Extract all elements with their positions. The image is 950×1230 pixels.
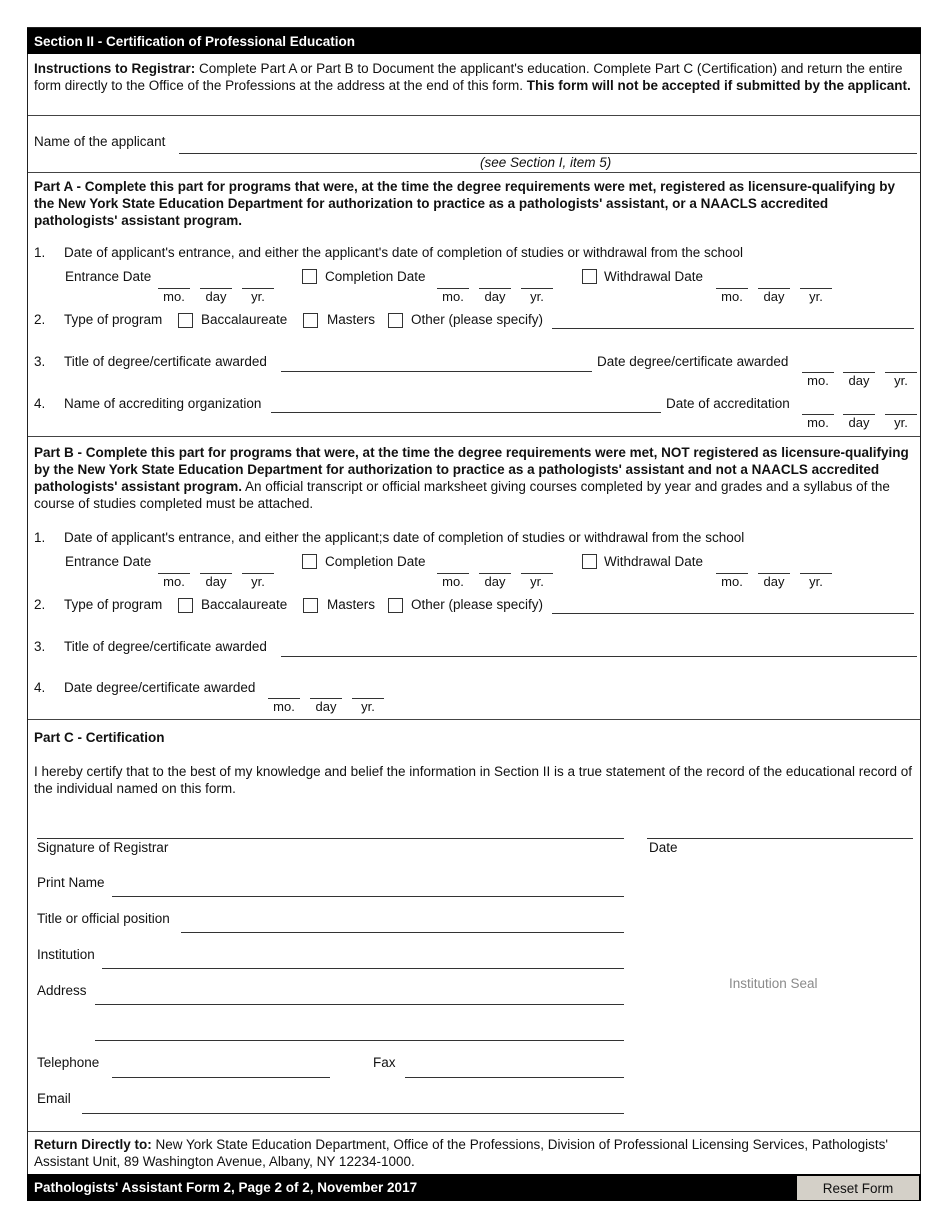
part-b-other-label: Other (please specify) xyxy=(411,597,544,612)
instructions xyxy=(34,60,914,94)
part-a-accreditation-month[interactable]: mo. xyxy=(802,414,834,430)
address-label: Address xyxy=(37,983,87,998)
part-a-completion-checkbox[interactable] xyxy=(302,269,317,284)
part-b-title-label: Title of degree/certificate awarded xyxy=(64,639,267,654)
part-a-date-accreditation-label: Date of accreditation xyxy=(666,396,790,411)
part-a-withdrawal-checkbox[interactable] xyxy=(582,269,597,284)
part-a-date-awarded-label: Date degree/certificate awarded xyxy=(597,354,789,369)
part-b-title-field[interactable] xyxy=(281,656,917,657)
part-b-other-specify-field[interactable] xyxy=(552,613,914,614)
address-field-line1[interactable] xyxy=(95,1004,624,1005)
instructions-text: Complete Part A or Part B to Document the applicant's education. Complete Part C (Certification) and return the entire form directly to the Office of the Professions at the address at the end of this form. xyxy=(34,61,903,93)
divider xyxy=(28,1131,920,1132)
part-a-heading: Part A - Complete this part for programs that were, at the time the degree requirements were met, registered as licensure-qualifying by the New York State Education Department for authorization to practice as a pathologists' assistant, or a NAACLS accredited pathologists' assistant program. xyxy=(34,179,895,228)
signature-field[interactable] xyxy=(37,838,624,839)
telephone-field[interactable] xyxy=(112,1077,330,1078)
telephone-label: Telephone xyxy=(37,1055,100,1070)
return-text: New York State Education Department, Office of the Professions, Division of Professional Licensing Services, Pathologists' Assistant Unit, 89 Washington Avenue, Albany, NY 12234-1000. xyxy=(34,1137,888,1169)
part-a-other-label: Other (please specify) xyxy=(411,312,544,327)
institution-label: Institution xyxy=(37,947,95,962)
part-a-entrance-label: Entrance Date xyxy=(65,269,152,284)
part-a-org-label: Name of accrediting organization xyxy=(64,396,262,411)
part-a-item1-text: Date of applicant's entrance, and either the applicant's date of completion of studies or withdrawal from the school xyxy=(64,245,744,260)
part-a-accreditation-year[interactable]: yr. xyxy=(885,414,917,430)
part-b-heading-bold: Part B - Complete this part for programs that were, at the time the degree requirements were met, NOT registered as licensure-qualifying by the New York State Education Department for authorization to practice as a pathologists' assistant and not a NAACLS accredited pathologists' assistant program. xyxy=(34,445,909,494)
part-b-baccalaureate-label: Baccalaureate xyxy=(201,597,288,612)
part-b-masters-label: Masters xyxy=(327,597,376,612)
part-a-masters-label: Masters xyxy=(327,312,376,327)
applicant-name-hint: (see Section I, item 5) xyxy=(480,155,612,170)
part-a-accreditation-day[interactable]: day xyxy=(843,414,875,430)
part-b-withdrawal-month[interactable]: mo. xyxy=(716,573,748,589)
part-c-heading: Part C - Certification xyxy=(34,730,165,745)
fax-label: Fax xyxy=(373,1055,396,1070)
part-a-awarded-day[interactable]: day xyxy=(843,372,875,388)
part-b-item1-text: Date of applicant's entrance, and either the applicant;s date of completion of studies or withdrawal from the school xyxy=(64,530,745,545)
applicant-name-label: Name of the applicant xyxy=(34,134,166,149)
part-b-masters-checkbox[interactable] xyxy=(303,598,318,613)
part-b-entrance-label: Entrance Date xyxy=(65,554,152,569)
part-b-heading-rest: An official transcript or official marksheet giving courses completed by year and grades and a syllabus of the course of studies completed must be attached. xyxy=(34,479,890,511)
part-b-item1-number: 1. xyxy=(34,530,46,545)
email-field[interactable] xyxy=(82,1113,624,1114)
section-title: Section II - Certification of Professional Education xyxy=(27,28,921,54)
institution-field[interactable] xyxy=(102,968,624,969)
print-name-field[interactable] xyxy=(112,896,624,897)
part-b-item3-number: 3. xyxy=(34,639,46,654)
part-a-completion-month[interactable]: mo. xyxy=(437,288,469,304)
divider xyxy=(28,719,920,720)
part-a-org-field[interactable] xyxy=(271,412,661,413)
part-b-program-label: Type of program xyxy=(64,597,163,612)
part-b-withdrawal-checkbox[interactable] xyxy=(582,554,597,569)
part-b-date-awarded-label: Date degree/certificate awarded xyxy=(64,680,256,695)
instructions-bold: This form will not be accepted if submitted by the applicant. xyxy=(523,78,911,93)
part-a-entrance-day[interactable]: day xyxy=(200,288,232,304)
part-a-baccalaureate-checkbox[interactable] xyxy=(178,313,193,328)
part-b-entrance-year[interactable]: yr. xyxy=(242,573,274,589)
reset-form-button[interactable]: Reset Form xyxy=(797,1176,919,1200)
email-label: Email xyxy=(37,1091,71,1106)
part-b-completion-checkbox[interactable] xyxy=(302,554,317,569)
part-a-masters-checkbox[interactable] xyxy=(303,313,318,328)
part-b-awarded-day[interactable]: day xyxy=(310,698,342,714)
divider xyxy=(28,115,920,116)
part-b-entrance-day[interactable]: day xyxy=(200,573,232,589)
part-b-heading xyxy=(34,444,914,512)
date-field[interactable] xyxy=(647,838,913,839)
title-position-label: Title or official position xyxy=(37,911,170,926)
part-a-withdrawal-month[interactable]: mo. xyxy=(716,288,748,304)
return-address xyxy=(34,1136,894,1170)
institution-seal-area: Institution Seal xyxy=(729,976,818,991)
part-a-entrance-month[interactable]: mo. xyxy=(158,288,190,304)
part-b-entrance-month[interactable]: mo. xyxy=(158,573,190,589)
part-a-baccalaureate-label: Baccalaureate xyxy=(201,312,288,327)
part-a-withdrawal-label: Withdrawal Date xyxy=(604,269,704,284)
part-b-completion-year[interactable]: yr. xyxy=(521,573,553,589)
part-a-item4-number: 4. xyxy=(34,396,46,411)
part-a-title-label: Title of degree/certificate awarded xyxy=(64,354,267,369)
part-b-withdrawal-label: Withdrawal Date xyxy=(604,554,704,569)
part-a-withdrawal-day[interactable]: day xyxy=(758,288,790,304)
part-a-completion-label: Completion Date xyxy=(325,269,426,284)
part-b-item2-number: 2. xyxy=(34,597,46,612)
part-a-title-field[interactable] xyxy=(281,371,592,372)
instructions-label: Instructions to Registrar: xyxy=(34,61,196,76)
part-a-other-checkbox[interactable] xyxy=(388,313,403,328)
part-b-awarded-month[interactable]: mo. xyxy=(268,698,300,714)
part-a-item3-number: 3. xyxy=(34,354,46,369)
part-b-withdrawal-day[interactable]: day xyxy=(758,573,790,589)
part-a-item1-number: 1. xyxy=(34,245,46,260)
part-b-baccalaureate-checkbox[interactable] xyxy=(178,598,193,613)
part-a-item2-number: 2. xyxy=(34,312,46,327)
footer-title: Pathologists' Assistant Form 2, Page 2 of 2, November 2017 xyxy=(27,1174,921,1201)
part-c-statement: I hereby certify that to the best of my knowledge and belief the information in Section II is a true statement of the record of the educational record of the individual named on this form. xyxy=(34,764,912,796)
divider xyxy=(28,436,920,437)
part-b-awarded-year[interactable]: yr. xyxy=(352,698,384,714)
applicant-name-field[interactable] xyxy=(179,153,917,154)
part-a-withdrawal-year[interactable]: yr. xyxy=(800,288,832,304)
part-b-withdrawal-year[interactable]: yr. xyxy=(800,573,832,589)
part-a-other-specify-field[interactable] xyxy=(552,328,914,329)
part-a-completion-year[interactable]: yr. xyxy=(521,288,553,304)
title-position-field[interactable] xyxy=(181,932,624,933)
part-a-entrance-year[interactable]: yr. xyxy=(242,288,274,304)
part-a-completion-day[interactable]: day xyxy=(479,288,511,304)
part-b-completion-label: Completion Date xyxy=(325,554,426,569)
part-a-awarded-year[interactable]: yr. xyxy=(885,372,917,388)
print-name-label: Print Name xyxy=(37,875,105,890)
fax-field[interactable] xyxy=(405,1077,624,1078)
date-label: Date xyxy=(649,840,678,855)
return-label: Return Directly to: xyxy=(34,1137,152,1152)
address-field-line2[interactable] xyxy=(95,1040,624,1041)
part-b-completion-day[interactable]: day xyxy=(479,573,511,589)
part-b-other-checkbox[interactable] xyxy=(388,598,403,613)
part-b-completion-month[interactable]: mo. xyxy=(437,573,469,589)
part-a-program-label: Type of program xyxy=(64,312,163,327)
part-a-awarded-month[interactable]: mo. xyxy=(802,372,834,388)
divider xyxy=(28,172,920,173)
signature-label: Signature of Registrar xyxy=(37,840,169,855)
part-b-item4-number: 4. xyxy=(34,680,46,695)
